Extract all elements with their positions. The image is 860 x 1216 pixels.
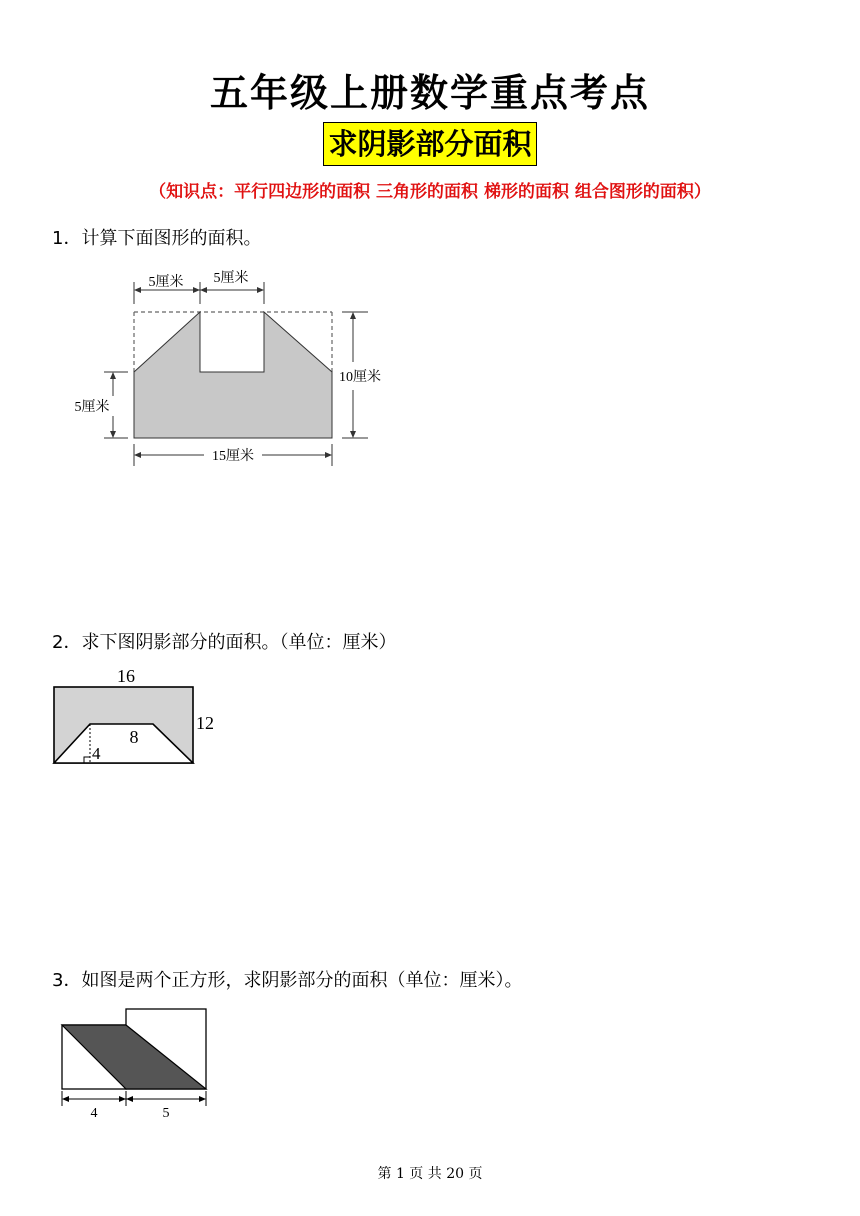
q1-arrow bbox=[110, 372, 116, 379]
q1-shaded-shape bbox=[134, 312, 332, 438]
question-3-text: 3．如图是两个正方形，求阴影部分的面积（单位：厘米）。 bbox=[52, 970, 523, 991]
q1-arrow bbox=[257, 287, 264, 293]
q1-label-top-left: 5厘米 bbox=[148, 275, 184, 290]
q3-arrow bbox=[199, 1096, 206, 1102]
question-1-text: 1．计算下面图形的面积。 bbox=[52, 228, 262, 249]
knowledge-points: （知识点：平行四边形的面积 三角形的面积 梯形的面积 组合图形的面积） bbox=[149, 182, 711, 202]
q1-arrow bbox=[350, 431, 356, 438]
q2-label-right: 12 bbox=[196, 713, 214, 733]
page-title: 五年级上册数学重点考点 bbox=[209, 70, 650, 115]
q1-arrow bbox=[134, 287, 141, 293]
page-footer: 第 1 页 共 20 页 bbox=[377, 1166, 483, 1182]
q3-arrow bbox=[119, 1096, 126, 1102]
q1-label-top-mid: 5厘米 bbox=[213, 271, 249, 286]
q1-arrow bbox=[193, 287, 200, 293]
q3-arrow bbox=[126, 1096, 133, 1102]
q3-arrow bbox=[62, 1096, 69, 1102]
question-3-figure bbox=[50, 1000, 220, 1130]
q2-label-top: 16 bbox=[117, 666, 135, 686]
q1-arrow bbox=[110, 431, 116, 438]
q1-label-right: 10厘米 bbox=[339, 370, 381, 385]
q1-label-left: 5厘米 bbox=[74, 400, 110, 415]
q1-label-bottom: 15厘米 bbox=[212, 449, 254, 464]
question-2-figure bbox=[40, 662, 240, 772]
q1-arrow bbox=[200, 287, 207, 293]
q2-label-height: 4 bbox=[92, 744, 101, 763]
q2-label-inner-top: 8 bbox=[129, 727, 139, 747]
q3-label-right: 5 bbox=[162, 1106, 170, 1121]
section-subtitle: 求阴影部分面积 bbox=[323, 122, 536, 166]
q1-arrow bbox=[325, 452, 332, 458]
q3-label-left: 4 bbox=[90, 1106, 98, 1121]
question-1-figure bbox=[60, 262, 400, 472]
q1-arrow bbox=[350, 312, 356, 319]
subtitle-wrap bbox=[0, 122, 860, 166]
q1-arrow bbox=[134, 452, 141, 458]
question-2-text: 2．求下图阴影部分的面积。（单位：厘米） bbox=[52, 632, 397, 653]
